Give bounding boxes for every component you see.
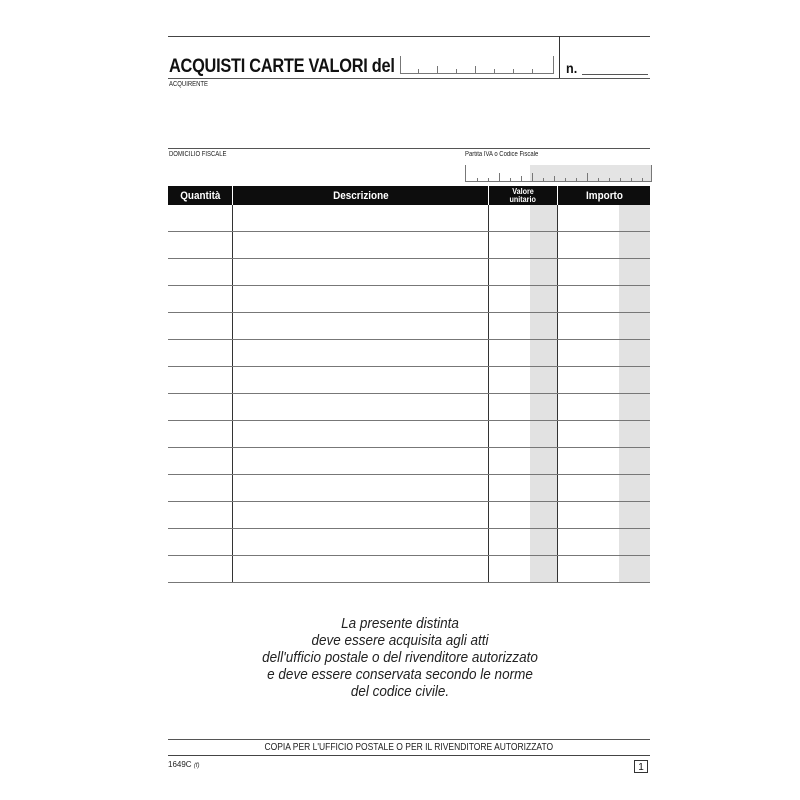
quantity-cell[interactable] xyxy=(168,448,233,474)
unit-value-cell[interactable] xyxy=(489,232,558,258)
col-quantita: Quantità xyxy=(168,186,233,205)
description-cell[interactable] xyxy=(233,556,489,582)
amount-cell[interactable] xyxy=(558,448,650,474)
amount-cell[interactable] xyxy=(558,475,650,501)
amount-cell[interactable] xyxy=(558,205,650,231)
quantity-cell[interactable] xyxy=(168,259,233,285)
footer-top-rule xyxy=(168,739,650,740)
fiscal-address-input[interactable] xyxy=(168,160,458,184)
unit-value-cell[interactable] xyxy=(489,394,558,420)
note-line: La presente distinta xyxy=(341,615,459,632)
table-row xyxy=(168,313,650,340)
fiscal-address-label: DOMICILIO FISCALE xyxy=(169,151,227,158)
description-cell[interactable] xyxy=(233,448,489,474)
form-title: ACQUISTI CARTE VALORI del xyxy=(169,56,395,77)
table-row xyxy=(168,394,650,421)
quantity-cell[interactable] xyxy=(168,205,233,231)
unit-value-cell[interactable] xyxy=(489,367,558,393)
quantity-cell[interactable] xyxy=(168,529,233,555)
quantity-cell[interactable] xyxy=(168,502,233,528)
amount-cell[interactable] xyxy=(558,259,650,285)
note-line: dell'ufficio postale o del rivenditore autorizzato xyxy=(262,649,538,666)
table-row xyxy=(168,340,650,367)
unit-value-cell[interactable] xyxy=(489,340,558,366)
description-cell[interactable] xyxy=(233,475,489,501)
description-cell[interactable] xyxy=(233,259,489,285)
unit-value-cell[interactable] xyxy=(489,205,558,231)
col-descrizione: Descrizione xyxy=(233,186,489,205)
description-cell[interactable] xyxy=(233,340,489,366)
top-rule xyxy=(168,36,650,37)
description-cell[interactable] xyxy=(233,286,489,312)
amount-cell[interactable] xyxy=(558,556,650,582)
description-cell[interactable] xyxy=(233,421,489,447)
page-number: 1 xyxy=(634,760,648,773)
table-body xyxy=(168,205,650,583)
note-line: del codice civile. xyxy=(350,683,450,700)
unit-value-cell[interactable] xyxy=(489,448,558,474)
unit-value-cell[interactable] xyxy=(489,502,558,528)
amount-cell[interactable] xyxy=(558,502,650,528)
table-row xyxy=(168,286,650,313)
description-cell[interactable] xyxy=(233,232,489,258)
footer-bottom-rule xyxy=(168,755,650,756)
table-header xyxy=(168,186,650,205)
quantity-cell[interactable] xyxy=(168,340,233,366)
unit-value-cell[interactable] xyxy=(489,259,558,285)
note-line: e deve essere conservata secondo le norme xyxy=(267,666,533,683)
table-row xyxy=(168,367,650,394)
vat-label: Partita IVA o Codice Fiscale xyxy=(465,151,539,158)
unit-value-cell[interactable] xyxy=(489,421,558,447)
amount-cell[interactable] xyxy=(558,286,650,312)
quantity-cell[interactable] xyxy=(168,232,233,258)
quantity-cell[interactable] xyxy=(168,286,233,312)
table-row xyxy=(168,529,650,556)
unit-value-cell[interactable] xyxy=(489,529,558,555)
amount-cell[interactable] xyxy=(558,394,650,420)
quantity-cell[interactable] xyxy=(168,556,233,582)
amount-cell[interactable] xyxy=(558,367,650,393)
unit-value-cell[interactable] xyxy=(489,286,558,312)
description-cell[interactable] xyxy=(233,529,489,555)
copy-label: COPIA PER L'UFFICIO POSTALE O PER IL RIVENDITORE AUTORIZZATO xyxy=(264,742,554,753)
unit-value-cell[interactable] xyxy=(489,475,558,501)
col-importo: Importo xyxy=(585,189,623,202)
description-cell[interactable] xyxy=(233,502,489,528)
vat-input-box[interactable] xyxy=(465,165,652,182)
quantity-cell[interactable] xyxy=(168,367,233,393)
number-separator xyxy=(559,36,560,78)
table-row xyxy=(168,448,650,475)
table-row xyxy=(168,502,650,529)
quantity-cell[interactable] xyxy=(168,394,233,420)
description-cell[interactable] xyxy=(233,313,489,339)
table-row xyxy=(168,259,650,286)
buyer-label: ACQUIRENTE xyxy=(169,81,209,88)
amount-cell[interactable] xyxy=(558,421,650,447)
header-bottom-rule xyxy=(168,78,650,79)
amount-cell[interactable] xyxy=(558,340,650,366)
description-cell[interactable] xyxy=(233,367,489,393)
amount-cell[interactable] xyxy=(558,232,650,258)
buyer-input-area[interactable] xyxy=(168,90,650,148)
legal-note xyxy=(200,615,600,700)
unit-value-cell[interactable] xyxy=(489,313,558,339)
number-input-line[interactable] xyxy=(582,74,648,75)
date-input-box[interactable] xyxy=(400,56,554,74)
note-line: deve essere acquisita agli atti xyxy=(311,632,489,649)
table-row xyxy=(168,475,650,502)
number-label: n. xyxy=(566,60,578,76)
form-code: 1649C (f) xyxy=(168,760,200,769)
amount-cell[interactable] xyxy=(558,313,650,339)
quantity-cell[interactable] xyxy=(168,313,233,339)
quantity-cell[interactable] xyxy=(168,475,233,501)
table-row xyxy=(168,421,650,448)
fiscal-rule xyxy=(168,148,650,149)
table-row xyxy=(168,232,650,259)
table-row xyxy=(168,556,650,583)
quantity-cell[interactable] xyxy=(168,421,233,447)
description-cell[interactable] xyxy=(233,394,489,420)
col-valore-unitario: Valore unitario xyxy=(489,186,558,205)
description-cell[interactable] xyxy=(233,205,489,231)
unit-value-cell[interactable] xyxy=(489,556,558,582)
amount-cell[interactable] xyxy=(558,529,650,555)
table-row xyxy=(168,205,650,232)
